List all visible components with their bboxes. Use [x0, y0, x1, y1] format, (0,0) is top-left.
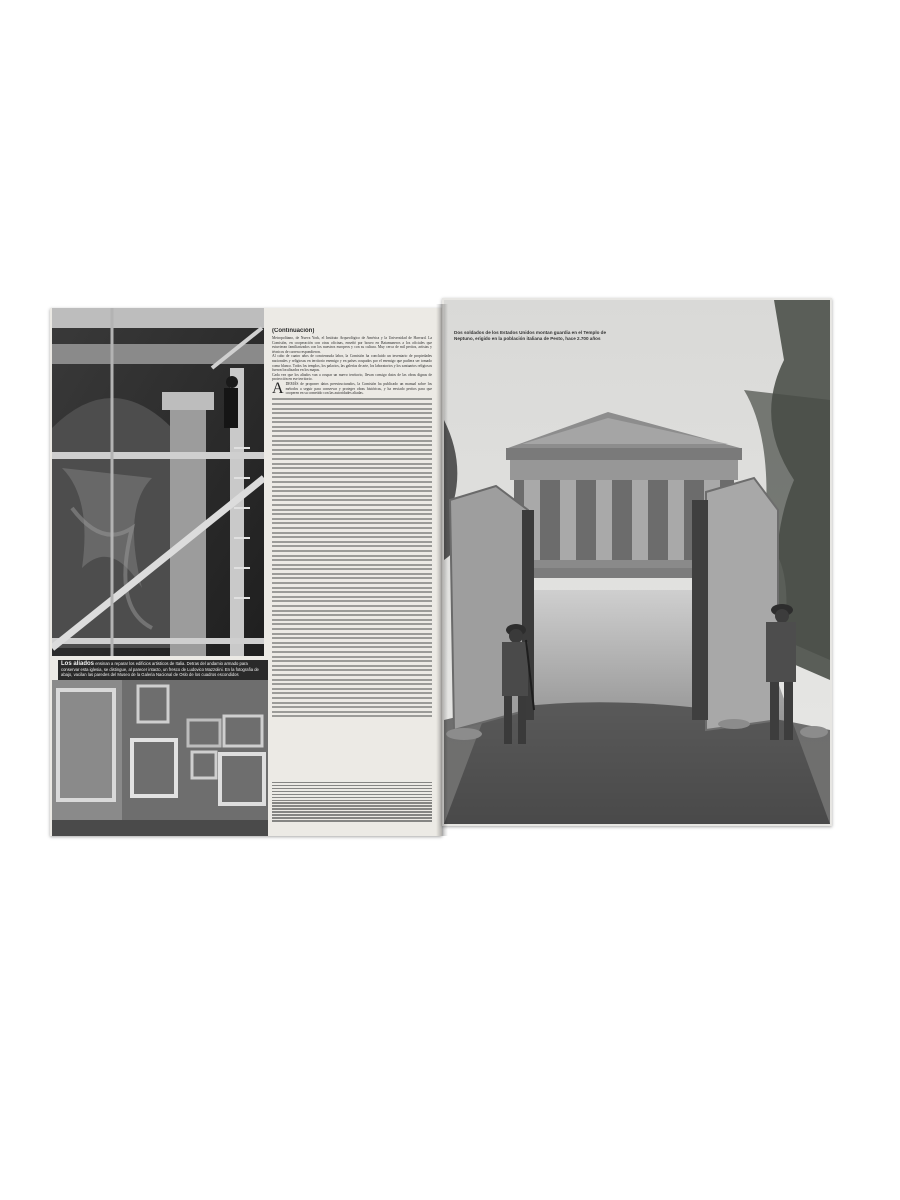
- left-photo-caption: [58, 660, 268, 680]
- article-text-lines: [272, 398, 432, 717]
- article-paragraph: Metropolitano, de Nueva York, el Instituto Arqueológico de América y la Universidad de Harvard. La Comisión, en cooperación con otras oficinas, enseñó por boxeo en Batamuneros a los oficiales que estuvieran familiarizados con los nuestros europeos y con su cultura. Muy cerca de mil peritos, artistas y técnicos de carrera respondieron.: [272, 336, 432, 354]
- magazine-spread: [50, 298, 832, 838]
- photo-credits: [272, 780, 432, 823]
- drop-cap: A: [272, 379, 284, 397]
- article-heading: (Continuación): [272, 328, 315, 334]
- article-paragraph: Cada vez que los aliados van a ocupar un nuevo territorio, llevan consigo datos de las obras dignas de protección en ese territorio.: [272, 372, 432, 382]
- frames-illustration: [52, 680, 268, 836]
- left-page: [50, 308, 442, 836]
- caption-lead: Los aliados: [61, 661, 95, 667]
- right-photo-caption: Dos soldados de los Estados Unidos montan guardia en el Templo de Neptuno, erigido en la población italiana de Pesto, hace 2.700 años: [454, 330, 607, 341]
- temple-illustration: [444, 300, 830, 824]
- caption-text: ensinan a reparar los edificios artisticos de Italia. Detras del andamio armado para conservar esta iglesia, se distingue, al parecer intacto, un fresco de Ludovico Mazzolini. En la fotografia de abajo, vacilan las paredes del Museo de la Galeria Nacional de Oslo de los cuadros escondidos: [61, 661, 259, 677]
- article-column: [272, 328, 432, 828]
- spine-gutter: [436, 304, 448, 836]
- fresco-restoration-photo: [52, 308, 264, 656]
- temple-of-neptune-photo: [444, 300, 830, 824]
- article-paragraph: [272, 379, 432, 397]
- article-paragraph: Al cabo de cuatro años de concienzuda labor, la Comisión ha concluido un inventario de propiedades nacionales y religiosas en territorio enemigo y en países ocupados por el enemigo que pudiera ser tomado como blanco. Todos los templos, los palacios, las galerías de arte, los laboratorios y los santuarios religiosos fueron localizados en los mapas.: [272, 354, 432, 373]
- scaffolding-illustration: [52, 308, 264, 656]
- article-paragraph-text: DEMÁS de proponer datos preestructurados, la Comisión ha publicado un manual sobre los métodos a seguir para conservar y proteger obras históricas, y ha enviado peritos para que cooperen en su cometido con las autoridades aliadas.: [285, 381, 432, 396]
- empty-frames-photo: [52, 680, 268, 836]
